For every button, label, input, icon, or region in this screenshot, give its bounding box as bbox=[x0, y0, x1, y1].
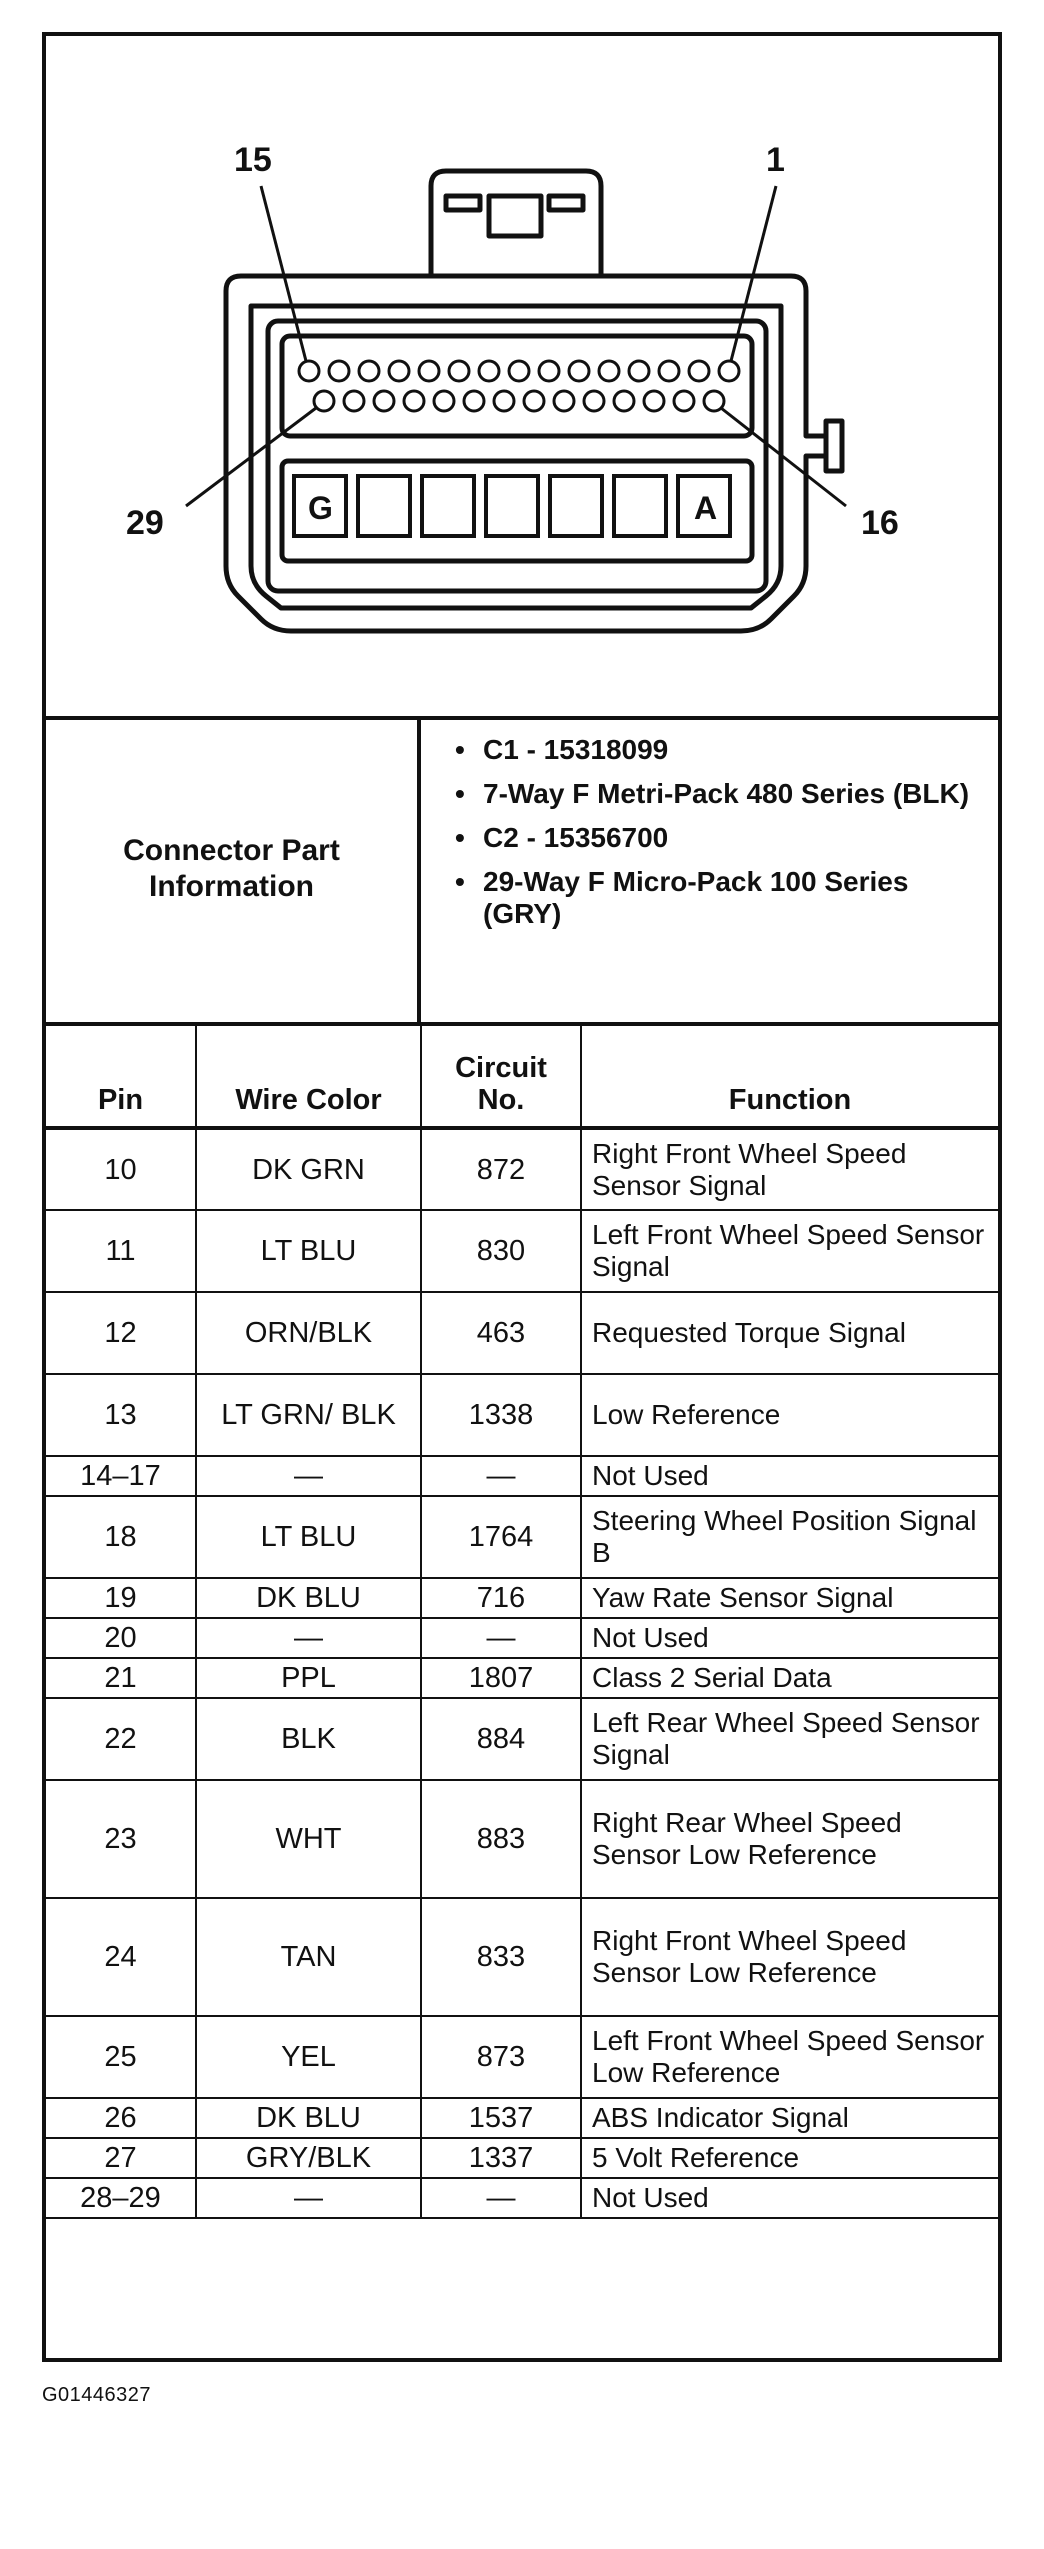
connector-info-list bbox=[421, 716, 998, 1022]
circuit-cell: 1764 bbox=[421, 1496, 581, 1578]
latch-slot-right bbox=[549, 196, 583, 210]
pin-row-bottom bbox=[314, 391, 724, 411]
table-row bbox=[46, 1698, 998, 1780]
pin-label-15: 15 bbox=[234, 141, 272, 179]
circuit-cell: 1537 bbox=[421, 2098, 581, 2138]
cavity-label-a: A bbox=[694, 490, 718, 526]
table-row bbox=[46, 2178, 998, 2218]
circuit-cell: 872 bbox=[421, 1128, 581, 1210]
wire-color-cell: LT BLU bbox=[196, 1210, 421, 1292]
wire-color-cell: GRY/BLK bbox=[196, 2138, 421, 2178]
figure-id: G01446327 bbox=[42, 2384, 152, 2406]
wire-color-cell: LT BLU bbox=[196, 1496, 421, 1578]
function-cell: Right Front Wheel Speed Sensor Signal bbox=[581, 1128, 998, 1210]
wire-color-cell: — bbox=[196, 2178, 421, 2218]
pin-cell: 19 bbox=[46, 1578, 196, 1618]
wire-color-cell: — bbox=[196, 1618, 421, 1658]
circuit-cell: 873 bbox=[421, 2016, 581, 2098]
connector-part-info bbox=[46, 716, 998, 1026]
function-cell: Class 2 Serial Data bbox=[581, 1658, 998, 1698]
connector-diagram bbox=[46, 36, 998, 720]
pin-row-top bbox=[299, 361, 739, 381]
connector-info-item: • C1 - 15318099 bbox=[421, 734, 998, 766]
pin-cell: 14–17 bbox=[46, 1456, 196, 1496]
table-row bbox=[46, 1618, 998, 1658]
function-cell: Right Front Wheel Speed Sensor Low Reference bbox=[581, 1898, 998, 2016]
pin-cell: 26 bbox=[46, 2098, 196, 2138]
pin-cell: 12 bbox=[46, 1292, 196, 1374]
circuit-cell: 716 bbox=[421, 1578, 581, 1618]
cavity-label-g: G bbox=[308, 490, 333, 526]
table-row bbox=[46, 2138, 998, 2178]
table-row bbox=[46, 2016, 998, 2098]
header-wire-color: Wire Color bbox=[196, 1026, 421, 1128]
circuit-cell: 833 bbox=[421, 1898, 581, 2016]
circuit-cell: 463 bbox=[421, 1292, 581, 1374]
wire-color-cell: YEL bbox=[196, 2016, 421, 2098]
wire-color-cell: WHT bbox=[196, 1780, 421, 1898]
function-cell: Left Front Wheel Speed Sensor Signal bbox=[581, 1210, 998, 1292]
table-row bbox=[46, 2098, 998, 2138]
wire-color-cell: LT GRN/ BLK bbox=[196, 1374, 421, 1456]
cavity-row bbox=[294, 476, 730, 536]
header-circuit-no: Circuit No. bbox=[421, 1026, 581, 1128]
connector-info-label: Connector Part Information bbox=[46, 716, 421, 1022]
connector-info-item: • 7-Way F Metri-Pack 480 Series (BLK) bbox=[421, 778, 998, 810]
function-cell: Not Used bbox=[581, 1456, 998, 1496]
wire-color-cell: PPL bbox=[196, 1658, 421, 1698]
table-row bbox=[46, 1780, 998, 1898]
connector-info-item: • 29-Way F Micro-Pack 100 Series (GRY) bbox=[421, 866, 998, 930]
function-cell: Not Used bbox=[581, 1618, 998, 1658]
circuit-cell: 883 bbox=[421, 1780, 581, 1898]
function-cell: Yaw Rate Sensor Signal bbox=[581, 1578, 998, 1618]
connector-drawing bbox=[46, 36, 998, 716]
function-cell: ABS Indicator Signal bbox=[581, 2098, 998, 2138]
table-row bbox=[46, 1496, 998, 1578]
wire-color-cell: TAN bbox=[196, 1898, 421, 2016]
function-cell: Requested Torque Signal bbox=[581, 1292, 998, 1374]
connector-figure bbox=[42, 32, 1002, 2362]
pin-cell: 18 bbox=[46, 1496, 196, 1578]
pin-cell: 21 bbox=[46, 1658, 196, 1698]
wire-color-cell: BLK bbox=[196, 1698, 421, 1780]
function-cell: Left Rear Wheel Speed Sensor Signal bbox=[581, 1698, 998, 1780]
latch-slot-center bbox=[489, 196, 541, 236]
wire-color-cell: — bbox=[196, 1456, 421, 1496]
connector-latch bbox=[431, 171, 601, 276]
circuit-cell: 1338 bbox=[421, 1374, 581, 1456]
function-cell: 5 Volt Reference bbox=[581, 2138, 998, 2178]
table-row bbox=[46, 1578, 998, 1618]
pinout-table bbox=[46, 1026, 998, 2219]
table-row bbox=[46, 1898, 998, 2016]
header-pin: Pin bbox=[46, 1026, 196, 1128]
pin-cell: 27 bbox=[46, 2138, 196, 2178]
pinout-rows bbox=[46, 1128, 998, 2218]
pin-cell: 28–29 bbox=[46, 2178, 196, 2218]
function-cell: Right Rear Wheel Speed Sensor Low Reference bbox=[581, 1780, 998, 1898]
latch-slot-left bbox=[446, 196, 480, 210]
circuit-cell: 1807 bbox=[421, 1658, 581, 1698]
connector-info-item: • C2 - 15356700 bbox=[421, 822, 998, 854]
pin-label-16: 16 bbox=[861, 504, 899, 542]
pin-cell: 11 bbox=[46, 1210, 196, 1292]
circuit-cell: 884 bbox=[421, 1698, 581, 1780]
table-row bbox=[46, 1658, 998, 1698]
pin-cell: 24 bbox=[46, 1898, 196, 2016]
pin-label-1: 1 bbox=[766, 141, 785, 179]
function-cell: Steering Wheel Position Signal B bbox=[581, 1496, 998, 1578]
circuit-cell: 1337 bbox=[421, 2138, 581, 2178]
function-cell: Not Used bbox=[581, 2178, 998, 2218]
table-row bbox=[46, 1210, 998, 1292]
circuit-cell: — bbox=[421, 1618, 581, 1658]
function-cell: Left Front Wheel Speed Sensor Low Reference bbox=[581, 2016, 998, 2098]
circuit-cell: — bbox=[421, 2178, 581, 2218]
pin-cell: 22 bbox=[46, 1698, 196, 1780]
connector-housing bbox=[226, 276, 826, 631]
pin-cell: 20 bbox=[46, 1618, 196, 1658]
function-cell: Low Reference bbox=[581, 1374, 998, 1456]
pin-cell: 25 bbox=[46, 2016, 196, 2098]
pin-cell: 13 bbox=[46, 1374, 196, 1456]
table-row bbox=[46, 1456, 998, 1496]
header-function: Function bbox=[581, 1026, 998, 1128]
circuit-cell: — bbox=[421, 1456, 581, 1496]
table-row bbox=[46, 1374, 998, 1456]
wire-color-cell: DK BLU bbox=[196, 1578, 421, 1618]
connector-side-tab bbox=[826, 421, 842, 471]
pin-label-29: 29 bbox=[126, 504, 164, 542]
table-row bbox=[46, 1292, 998, 1374]
table-header-row bbox=[46, 1026, 998, 1128]
wire-color-cell: DK BLU bbox=[196, 2098, 421, 2138]
circuit-cell: 830 bbox=[421, 1210, 581, 1292]
table-row bbox=[46, 1128, 998, 1210]
pin-cell: 10 bbox=[46, 1128, 196, 1210]
pin-cell: 23 bbox=[46, 1780, 196, 1898]
wire-color-cell: DK GRN bbox=[196, 1128, 421, 1210]
wire-color-cell: ORN/BLK bbox=[196, 1292, 421, 1374]
